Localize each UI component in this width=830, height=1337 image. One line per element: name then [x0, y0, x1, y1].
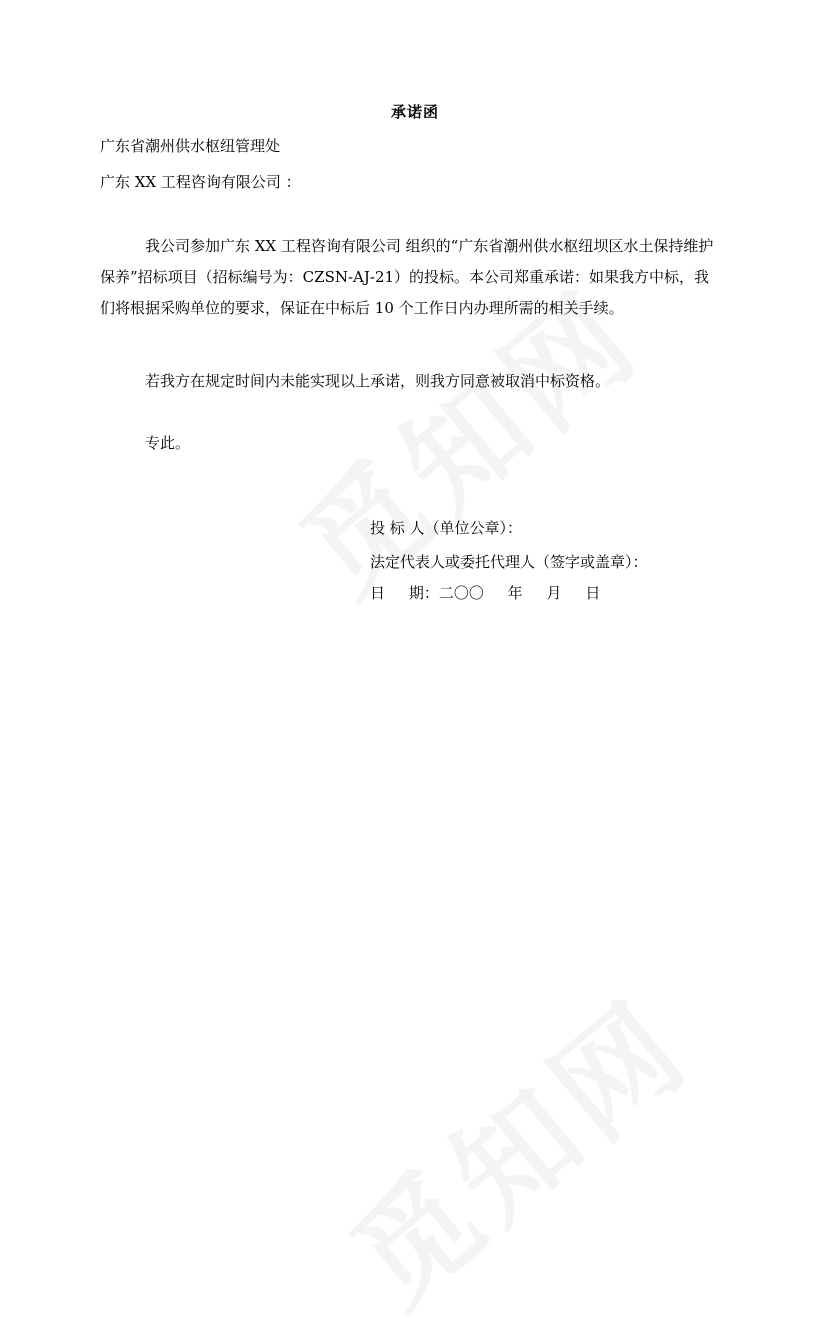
document-title: 承诺函	[390, 103, 439, 121]
recipient-line: 广东省潮州供水枢纽管理处	[100, 137, 281, 155]
watermark	[310, 955, 719, 1337]
signature-bidder: 投 标 人（单位公章）：	[370, 519, 523, 537]
body-paragraph-commitment: 我公司参加广东 XX 工程咨询有限公司 组织的“广东省潮州供水枢纽坝区水土保持维护保养”招标项目（招标编号为：CZSN-AJ-21）的投标。本公司郑重承诺：如果我方中标，我们将根据采购单位的要求，保证在中标后 10 个工作日内办理所需的相关手续。	[100, 237, 714, 317]
signature-representative: 法定代表人或委托代理人（签字或盖章）：	[370, 553, 648, 571]
body-paragraph-forfeit: 若我方在规定时间内未能实现以上承诺，则我方同意被取消中标资格。	[145, 372, 611, 390]
body-paragraph-closing: 专此。	[145, 434, 191, 452]
recipient-line: 广东 XX 工程咨询有限公司 ：	[100, 173, 301, 191]
signature-date: 日 期：二〇〇 年 月 日	[370, 584, 601, 602]
